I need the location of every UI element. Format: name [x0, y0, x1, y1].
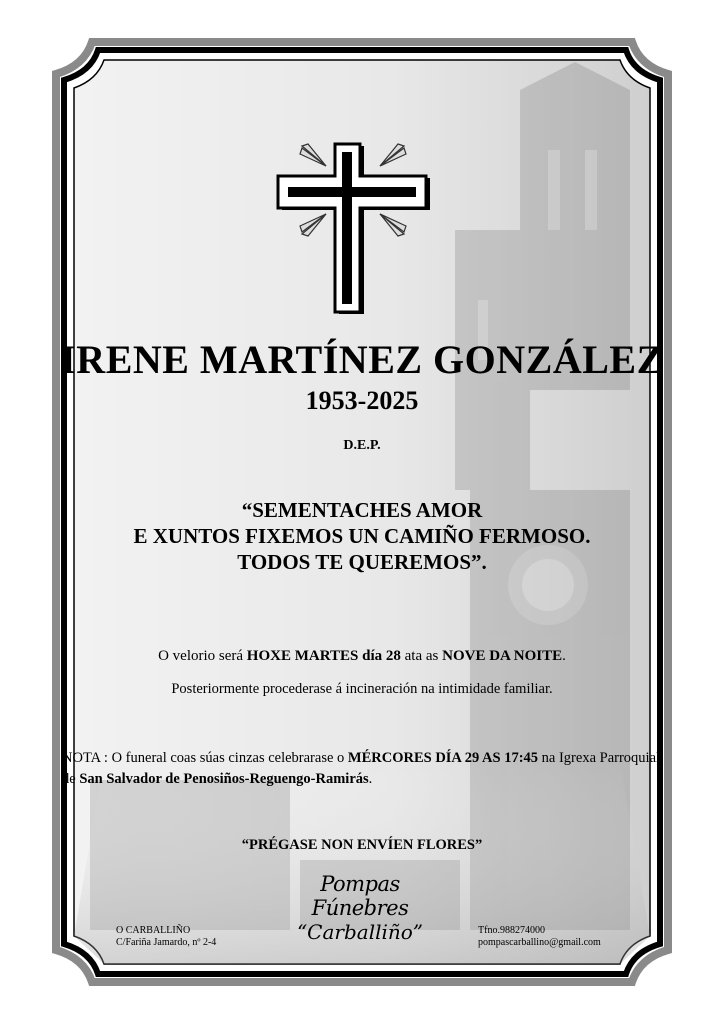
quote-line: E XUNTOS FIXEMOS UN CAMIÑO FERMOSO.: [133, 524, 591, 548]
wake-info: [0, 648, 724, 665]
quote-line: TODOS TE QUEREMOS”.: [237, 550, 487, 574]
cremation-info: Posteriormente procederase á incineración na intimidade familiar.: [171, 681, 553, 697]
church-name: San Salvador de Penosiños-Reguengo-Ramirás: [79, 771, 369, 787]
wake-time: NOVE DA NOITE: [442, 648, 563, 664]
deceased-name: IRENE MARTÍNEZ GONZÁLEZ: [60, 337, 664, 382]
note-text: NOTA : O funeral coas súas cinzas celebrarase o: [62, 750, 348, 766]
wake-day: HOXE MARTES día 28: [246, 648, 401, 664]
no-flowers-request: “PRÉGASE NON ENVÍEN FLORES”: [241, 837, 483, 853]
contact-block: [478, 925, 601, 949]
rest-in-peace: D.E.P.: [343, 438, 381, 453]
life-years: 1953-2025: [305, 386, 419, 415]
funeral-note: [62, 748, 672, 790]
note-text: .: [368, 771, 373, 787]
wake-text: .: [562, 648, 566, 664]
wake-text: O velorio será: [158, 648, 247, 664]
address-block: [116, 925, 216, 949]
funeral-date: MÉRCORES DÍA 29 AS 17:45: [347, 750, 539, 766]
phone-number: Tfno.988274000: [478, 925, 545, 936]
quote-line: “SEMENTACHES AMOR: [241, 498, 483, 522]
email-address: pompascarballino@gmail.com: [478, 937, 601, 948]
address-city: O CARBALLIÑO: [116, 925, 191, 936]
funeral-home-logo: [270, 872, 450, 944]
address-street: C/Fariña Jamardo, nº 2-4: [116, 937, 217, 948]
note-text: na Igrexa Parroquial de: [62, 750, 661, 787]
rays-icon: [298, 140, 408, 240]
memorial-quote: [0, 497, 724, 575]
wake-text: ata as: [400, 648, 443, 664]
brand-line: Pompas Fúnebres: [311, 872, 409, 920]
brand-line: “Carballiño”: [296, 920, 424, 944]
